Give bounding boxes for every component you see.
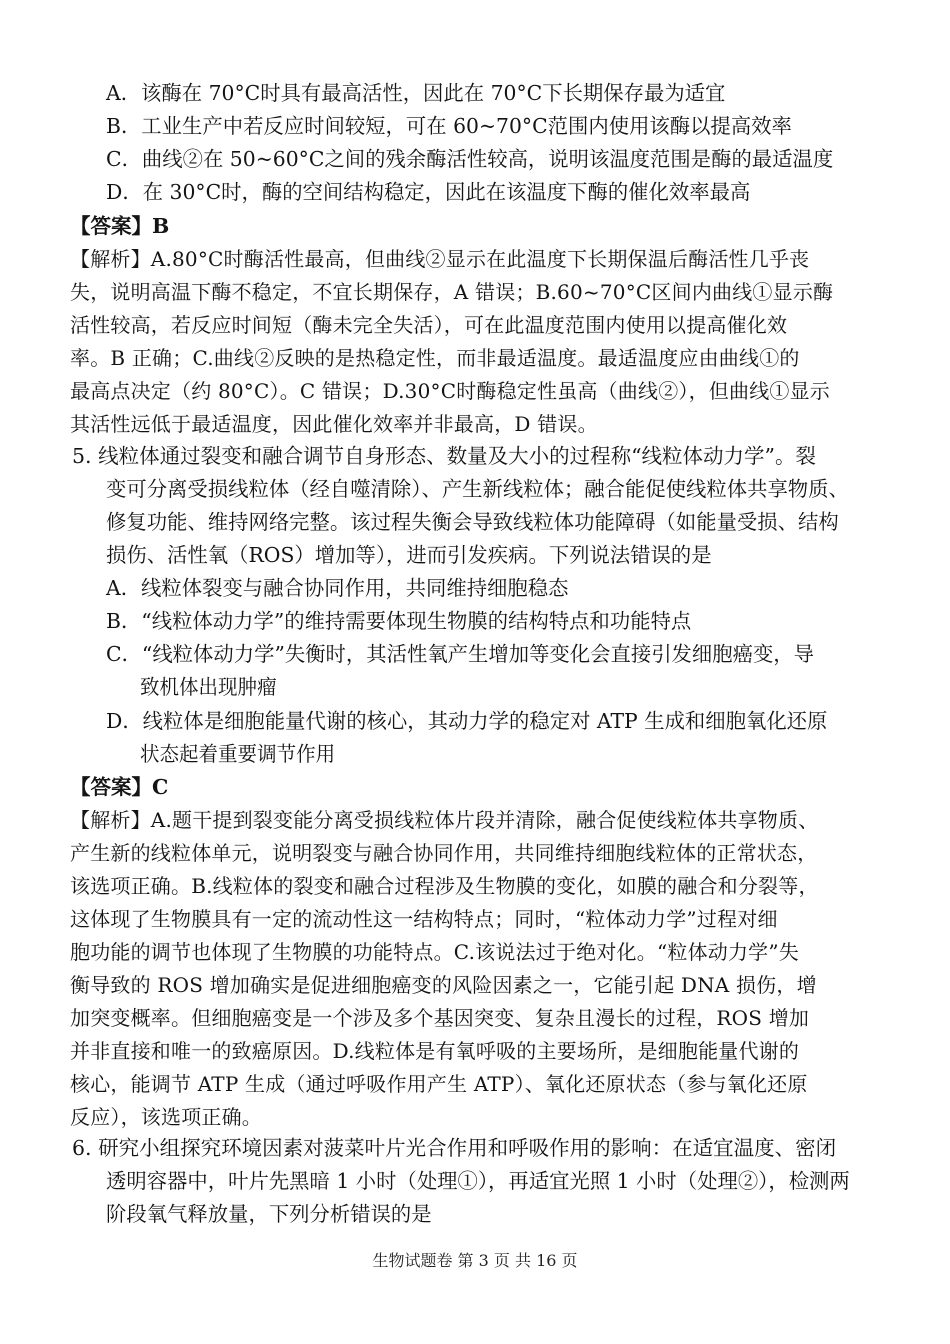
explanation-line: 反应），该选项正确。 bbox=[70, 1105, 262, 1129]
answer-label: 【答案】C bbox=[70, 775, 169, 799]
answer-label: 【答案】B bbox=[70, 214, 170, 238]
option-b: B．“线粒体动力学”的维持需要体现生物膜的结构特点和功能特点 bbox=[106, 609, 692, 633]
explanation-line: 核心，能调节 ATP 生成（通过呼吸作用产生 ATP）、氧化还原状态（参与氧化还原 bbox=[70, 1072, 808, 1096]
option-c: C．“线粒体动力学”失衡时，其活性氧产生增加等变化会直接引发细胞癌变，导 bbox=[106, 642, 815, 666]
question-5-stem: 5. 线粒体通过裂变和融合调节自身形态、数量及大小的过程称“线粒体动力学”。裂 bbox=[72, 444, 817, 468]
explanation-line: 这体现了生物膜具有一定的流动性这一结构特点；同时，“粒体动力学”过程对细 bbox=[70, 907, 778, 931]
option-c: C．曲线②在 50~60°C之间的残余酶活性较高，说明该温度范围是酶的最适温度 bbox=[106, 147, 834, 171]
question-5-stem: 变可分离受损线粒体（经自噬清除）、产生新线粒体；融合能促使线粒体共享物质、 bbox=[106, 477, 849, 501]
explanation-line: 【解析】A.80°C时酶活性最高，但曲线②显示在此温度下长期保温后酶活性几乎丧 bbox=[70, 247, 810, 271]
explanation-line: 并非直接和唯一的致癌原因。D.线粒体是有氧呼吸的主要场所，是细胞能量代谢的 bbox=[70, 1039, 800, 1063]
explanation-line: 【解析】A.题干提到裂变能分离受损线粒体片段并清除，融合促使线粒体共享物质、 bbox=[70, 808, 819, 832]
explanation-line: 失，说明高温下酶不稳定，不宜长期保存，A 错误；B.60~70°C区间内曲线①显示酶 bbox=[70, 280, 834, 304]
explanation-line: 衡导致的 ROS 增加确实是促进细胞癌变的风险因素之一，它能引起 DNA 损伤，增 bbox=[70, 973, 817, 997]
explanation-line: 加突变概率。但细胞癌变是一个涉及多个基因突变、复杂且漫长的过程，ROS 增加 bbox=[70, 1006, 810, 1030]
option-d-cont: 状态起着重要调节作用 bbox=[140, 742, 336, 766]
question-5-stem: 修复功能、维持网络完整。该过程失衡会导致线粒体功能障碍（如能量受损、结构 bbox=[106, 510, 839, 534]
option-d: D．在 30°C时，酶的空间结构稳定，因此在该温度下酶的催化效率最高 bbox=[106, 180, 751, 204]
question-6-stem: 6. 研究小组探究环境因素对菠菜叶片光合作用和呼吸作用的影响：在适宜温度、密闭 bbox=[72, 1136, 837, 1160]
explanation-line: 活性较高，若反应时间短（酶未完全失活），可在此温度范围内使用以提高催化效 bbox=[70, 313, 788, 337]
page-footer: 生物试题卷 第 3 页 共 16 页 bbox=[372, 1251, 578, 1270]
explanation-line: 该选项正确。B.线粒体的裂变和融合过程涉及生物膜的变化，如膜的融合和分裂等， bbox=[70, 874, 819, 898]
option-a: A．该酶在 70°C时具有最高活性，因此在 70°C下长期保存最为适宜 bbox=[106, 81, 726, 105]
question-6-stem: 透明容器中，叶片先黑暗 1 小时（处理①），再适宜光照 1 小时（处理②），检测两 bbox=[106, 1169, 850, 1193]
question-6-stem: 阶段氧气释放量，下列分析错误的是 bbox=[106, 1202, 432, 1226]
explanation-line: 胞功能的调节也体现了生物膜的功能特点。C.该说法过于绝对化。“粒体动力学”失 bbox=[70, 940, 799, 964]
question-5-stem: 损伤、活性氧（ROS）增加等），进而引发疾病。下列说法错误的是 bbox=[106, 543, 712, 567]
explanation-line: 其活性远低于最适温度，因此催化效率并非最高，D 错误。 bbox=[70, 412, 598, 436]
option-d: D．线粒体是细胞能量代谢的核心，其动力学的稳定对 ATP 生成和细胞氧化还原 bbox=[106, 709, 828, 733]
option-b: B．工业生产中若反应时间较短，可在 60~70°C范围内使用该酶以提高效率 bbox=[106, 114, 792, 138]
option-c-cont: 致机体出现肿瘤 bbox=[140, 675, 277, 699]
explanation-line: 产生新的线粒体单元，说明裂变与融合协同作用，共同维持细胞线粒体的正常状态， bbox=[70, 841, 818, 865]
option-a: A．线粒体裂变与融合协同作用，共同维持细胞稳态 bbox=[106, 576, 569, 600]
explanation-line: 最高点决定（约 80°C）。C 错误；D.30°C时酶稳定性虽高（曲线②），但曲线①显示 bbox=[70, 379, 831, 403]
explanation-line: 率。B 正确；C.曲线②反映的是热稳定性，而非最适温度。最适温度应由曲线①的 bbox=[70, 346, 800, 370]
